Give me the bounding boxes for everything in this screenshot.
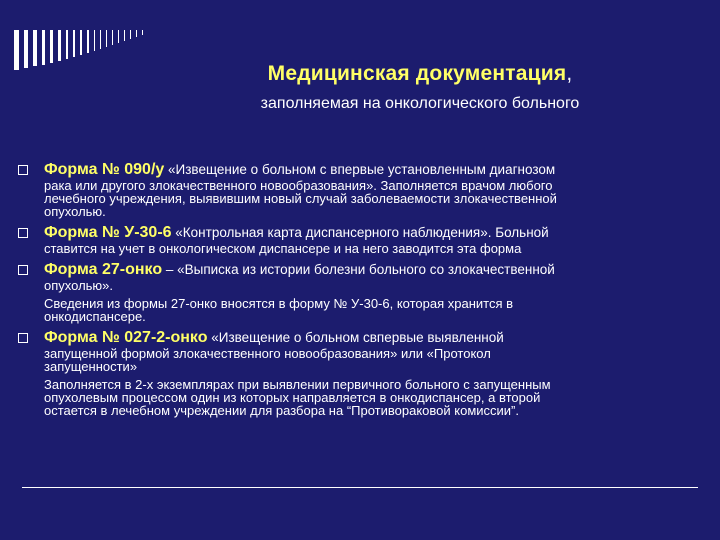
item-first-line: Форма 27-онко – «Выписка из истории болезни больного со злокачественной (44, 261, 555, 278)
item-continuation: лечебного учреждения, выявившим новый случай заболеваемости злокачественной (44, 191, 557, 206)
item-first-line: Форма № 090/у «Извещение о больном с впервые установленным диагнозом (44, 161, 556, 178)
item-note: опухолевым процессом один из которых направляется в онкодиспансер, а второй (44, 390, 541, 405)
item-continuation: ставится на учет в онкологическом диспансере и на него заводится эта форма (44, 241, 522, 256)
list-item-27onko (18, 260, 698, 324)
slide-subtitle: заполняемая на онкологического больного (260, 95, 580, 112)
square-bullet-icon (18, 165, 28, 175)
slide-title: Медицинская документация, (267, 62, 573, 85)
item-note: онкодиспансере. (44, 309, 146, 324)
list-item-090u (18, 160, 698, 219)
square-bullet-icon (18, 265, 28, 275)
square-bullet-icon (18, 228, 28, 238)
form-name: Форма № 090/у (44, 161, 165, 178)
item-continuation: рака или другого злокачественного новообразования». Заполняется врачом любого (44, 178, 553, 193)
item-continuation: опухолью». (44, 278, 114, 293)
list-item-u306 (18, 223, 698, 256)
square-bullet-icon (18, 333, 28, 343)
item-note: остается в лечебном учреждении для разбора на “Противораковой комиссии”. (44, 403, 519, 418)
item-continuation: запущенности» (44, 359, 138, 374)
title-comma: , (566, 62, 573, 85)
bottom-divider (22, 487, 698, 488)
list-item-0272onko (18, 328, 698, 418)
item-note: Заполняется в 2-х экземплярах при выявлении первичного больного с запущенным (44, 377, 551, 392)
form-name: Форма № У-30-6 (44, 224, 172, 241)
item-continuation: запущенной формой злокачественного новообразования» или «Протокол (44, 346, 491, 361)
item-continuation: опухолью. (44, 204, 106, 219)
document-list (18, 160, 698, 422)
item-note: Сведения из формы 27-онко вносятся в форму № У-30-6, которая хранится в (44, 296, 514, 311)
item-first-line: Форма № 027-2-онко «Извещение о больном свпервые выявленной (44, 329, 504, 346)
form-name: Форма 27-онко (44, 261, 163, 278)
item-first-line: Форма № У-30-6 «Контрольная карта диспансерного наблюдения». Больной (44, 224, 549, 241)
form-name: Форма № 027-2-онко (44, 329, 208, 346)
